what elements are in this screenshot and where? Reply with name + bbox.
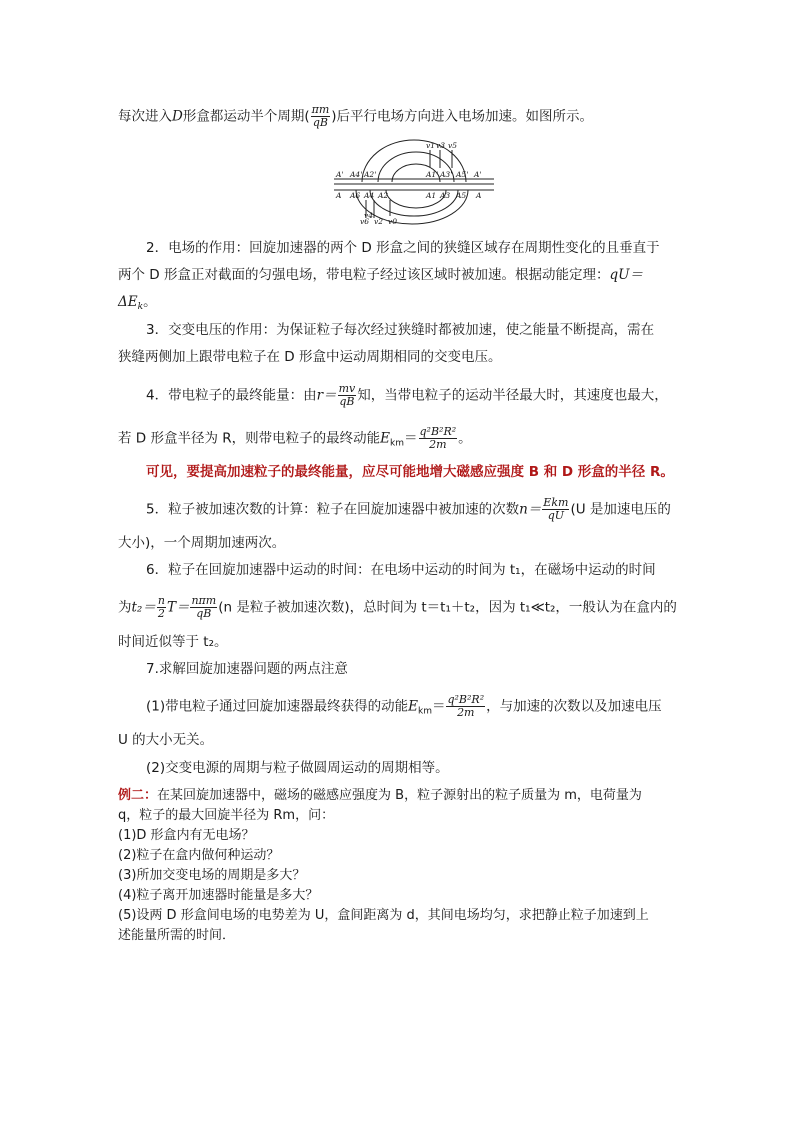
fraction-n-2: $\frac{n}{2}$ bbox=[157, 594, 165, 620]
text: 每次进入 bbox=[118, 108, 172, 125]
example-question-4: (4)粒子离开加速器时能量是多大？ bbox=[118, 888, 319, 903]
fraction-pim-qb: $\frac{\pi m}{qB}$ bbox=[311, 103, 330, 129]
paragraph-2-line-3: $\Delta E_k$。 bbox=[118, 294, 157, 312]
label-a1-prime: A1' bbox=[426, 170, 439, 179]
label-v5: v5 bbox=[448, 141, 458, 150]
paragraph-intro bbox=[118, 104, 593, 129]
label-a4-prime: A4' bbox=[350, 170, 363, 179]
paragraph-5-line-1: 5．粒子被加速次数的计算：粒子在回旋加速器中被加速的次数n＝ $\frac{\text{Ekm}}{qU}$ (U 是加速电压的 bbox=[146, 496, 671, 522]
label-v4: v4 bbox=[364, 211, 374, 220]
cyclotron-diagram bbox=[334, 138, 494, 226]
paragraph-4-line-1: 4．带电粒子的最终能量：由r＝ $\frac{mv}{qB}$ 知，当带电粒子的运动半径最大时，其速度也最大， bbox=[146, 382, 668, 408]
highlight-conclusion: 可见，要提高加速粒子的最终能量，应尽可能地增大磁感应强度 B 和 D 形盒的半径 R。 bbox=[146, 464, 674, 480]
label-a3: A3 bbox=[440, 191, 451, 200]
label-a3-prime: A3' bbox=[440, 170, 453, 179]
paragraph-6-line-1: 6．粒子在回旋加速器中运动的时间：在电场中运动的时间为 t₁，在磁场中运动的时间 bbox=[146, 562, 656, 578]
text: D bbox=[172, 108, 183, 125]
example-question-5: (5)设两 D 形盒间电场的电势差为 U，盒间距离为 d，其间电场均匀，求把静止粒子加速到上 bbox=[118, 908, 649, 923]
paragraph-7-item-1-cont: U 的大小无关。 bbox=[118, 732, 214, 748]
label-a-left: A bbox=[336, 191, 342, 200]
paragraph-3-line-2: 狭缝两侧加上跟带电粒子在 D 形盒中运动周期相同的交变电压。 bbox=[118, 349, 502, 365]
paragraph-2-line-1: 2．电场的作用：回旋加速器的两个 D 形盒之间的狭缝区域存在周期性变化的且垂直于 bbox=[146, 240, 660, 256]
example-question-3: (3)所加交变电场的周期是多大？ bbox=[118, 868, 306, 883]
example-question-2: (2)粒子在盒内做何种运动？ bbox=[118, 848, 280, 863]
example-question-5-cont: 述能量所需的时间． bbox=[118, 928, 236, 943]
example-line-1: 例二：在某回旋加速器中，磁场的磁感应强度为 B，粒子源射出的粒子质量为 m，电荷量为 bbox=[118, 788, 642, 803]
fraction-final-energy: $\frac{\text{q²B²R²}}{2m}$ bbox=[419, 425, 457, 451]
label-a-prime-right: A' bbox=[474, 170, 482, 179]
label-a5: A5 bbox=[456, 191, 467, 200]
paragraph-5-line-2: 大小)，一个周期加速两次。 bbox=[118, 535, 286, 551]
label-a4: A4 bbox=[364, 191, 375, 200]
paragraph-7-title: 7.求解回旋加速器问题的两点注意 bbox=[146, 661, 348, 677]
label-v0: v0 bbox=[388, 217, 398, 226]
text: 形盒都运动半个周期( bbox=[182, 108, 310, 125]
label-a1: A1 bbox=[426, 191, 437, 200]
fraction-final-energy-2: $\frac{\text{q²B²R²}}{2m}$ bbox=[447, 693, 485, 719]
example-line-2: q，粒子的最大回旋半径为 Rm，问： bbox=[118, 808, 335, 823]
fraction-ekm-qu: $\frac{\text{Ekm}}{qU}$ bbox=[543, 496, 569, 522]
label-v2: v2 bbox=[374, 217, 384, 226]
label-a-right: A bbox=[476, 191, 482, 200]
inner-lower-arc bbox=[386, 190, 446, 208]
paragraph-7-item-2: (2)交变电源的周期与粒子做圆周运动的周期相等。 bbox=[146, 760, 449, 776]
paragraph-6-line-2: 为t₂＝ $\frac{n}{2}$ T＝ $\frac{\text{nπm}}{qB}$ (n 是粒子被加速次数)，总时间为 t＝t₁＋t₂，因为 t₁≪t₂，一般认为在盒内的 bbox=[118, 594, 677, 620]
label-v3: v3 bbox=[436, 141, 446, 150]
paragraph-2-line-2: 两个 D 形盒正对截面的匀强电场，带电粒子经过该区域时被加速。根据动能定理：qU＝ bbox=[118, 267, 644, 283]
label-a2: A2 bbox=[378, 191, 389, 200]
label-a6: A6 bbox=[350, 191, 361, 200]
label-a5-prime: A5' bbox=[456, 170, 469, 179]
fraction-mv-qb: $\frac{mv}{qB}$ bbox=[338, 382, 356, 408]
label-v6: v6 bbox=[360, 217, 370, 226]
text: )后平行电场方向进入电场加速。如图所示。 bbox=[331, 108, 594, 125]
label-a2-prime: A2' bbox=[364, 170, 377, 179]
label-a-prime-left: A' bbox=[336, 170, 344, 179]
paragraph-3-line-1: 3．交变电压的作用：为保证粒子每次经过狭缝时都被加速，使之能量不断提高，需在 bbox=[146, 322, 655, 338]
paragraph-4-line-2: 若 D 形盒半径为 R，则带电粒子的最终动能$E_{km}=$ $\frac{\text{q²B²R²}}{2m}$ 。 bbox=[118, 425, 472, 451]
fraction-npim-qb: $\frac{\text{nπm}}{qB}$ bbox=[191, 594, 217, 620]
paragraph-7-item-1: (1)带电粒子通过回旋加速器最终获得的动能$E_{km}=$ $\frac{\text{q²B²R²}}{2m}$ ，与加速的次数以及加速电压 bbox=[146, 693, 662, 719]
example-question-1: (1)D 形盒内有无电场？ bbox=[118, 828, 255, 843]
example-label: 例二： bbox=[118, 788, 158, 803]
label-v1: v1 bbox=[426, 141, 436, 150]
paragraph-6-line-3: 时间近似等于 t₂。 bbox=[118, 634, 228, 650]
